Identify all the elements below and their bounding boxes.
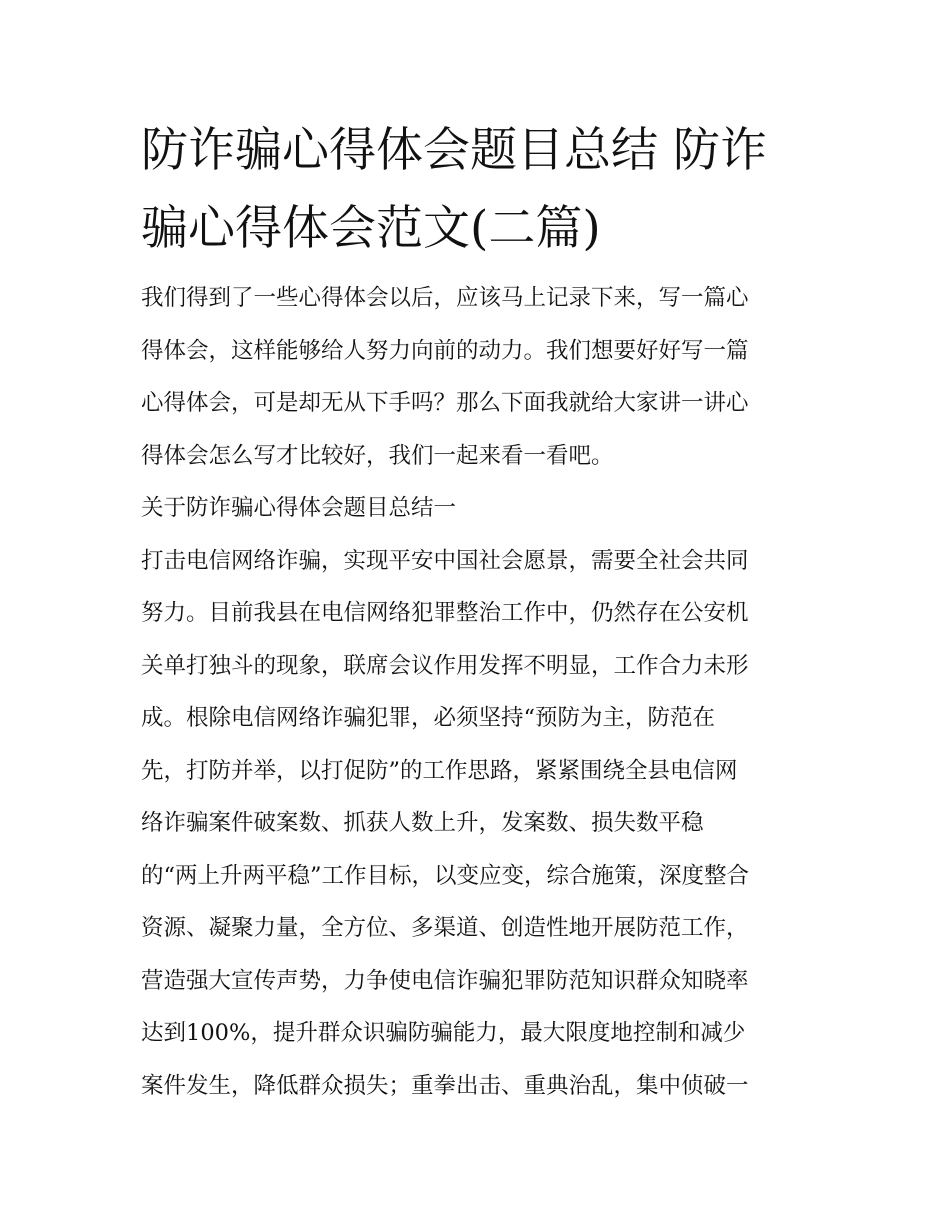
body-line: 心得体会，可是却无从下手吗？那么下面我就给大家讲一讲心 bbox=[141, 390, 749, 416]
body-line: 营造强大宣传声势，力争使电信诈骗犯罪防范知识群众知晓率 bbox=[141, 967, 749, 994]
body-line: 关单打独斗的现象，联席会议作用发挥不明显，工作合力未形 bbox=[141, 652, 749, 679]
body-line: 得体会，这样能够给人努力向前的动力。我们想要好好写一篇 bbox=[141, 337, 749, 364]
document-body bbox=[141, 272, 813, 1112]
body-line: 络诈骗案件破案数、抓获人数上升，发案数、损失数平稳 bbox=[141, 810, 704, 836]
title-line: 防诈骗心得体会题目总结 防诈 bbox=[141, 123, 767, 178]
body-line: 资源、凝聚力量，全方位、多渠道、创造性地开展防范工作， bbox=[141, 915, 749, 941]
body-line: 案件发生，降低群众损失；重拳出击、重典治乱，集中侦破一 bbox=[141, 1072, 749, 1099]
body-line: 我们得到了一些心得体会以后，应该马上记录下来，写一篇心 bbox=[141, 285, 749, 311]
title-line: 骗心得体会范文(二篇) bbox=[141, 201, 601, 256]
body-line: 得体会怎么写才比较好，我们一起来看一看吧。 bbox=[141, 442, 614, 469]
section-heading: 关于防诈骗心得体会题目总结一 bbox=[141, 495, 457, 521]
document-title bbox=[141, 112, 813, 268]
body-line: 打击电信网络诈骗，实现平安中国社会愿景，需要全社会共同 bbox=[141, 547, 749, 574]
body-line: 达到100%，提升群众识骗防骗能力，最大限度地控制和减少 bbox=[141, 1020, 746, 1046]
document-page bbox=[141, 112, 813, 1112]
body-line: 的“两上升两平稳”工作目标，以变应变，综合施策，深度整合 bbox=[141, 862, 750, 889]
body-line: 先，打防并举，以打促防”的工作思路，紧紧围绕全县电信网 bbox=[141, 757, 738, 784]
body-line: 成。根除电信网络诈骗犯罪，必须坚持“预防为主，防范在 bbox=[141, 705, 716, 731]
body-line: 努力。目前我县在电信网络犯罪整治工作中，仍然存在公安机 bbox=[141, 600, 749, 626]
